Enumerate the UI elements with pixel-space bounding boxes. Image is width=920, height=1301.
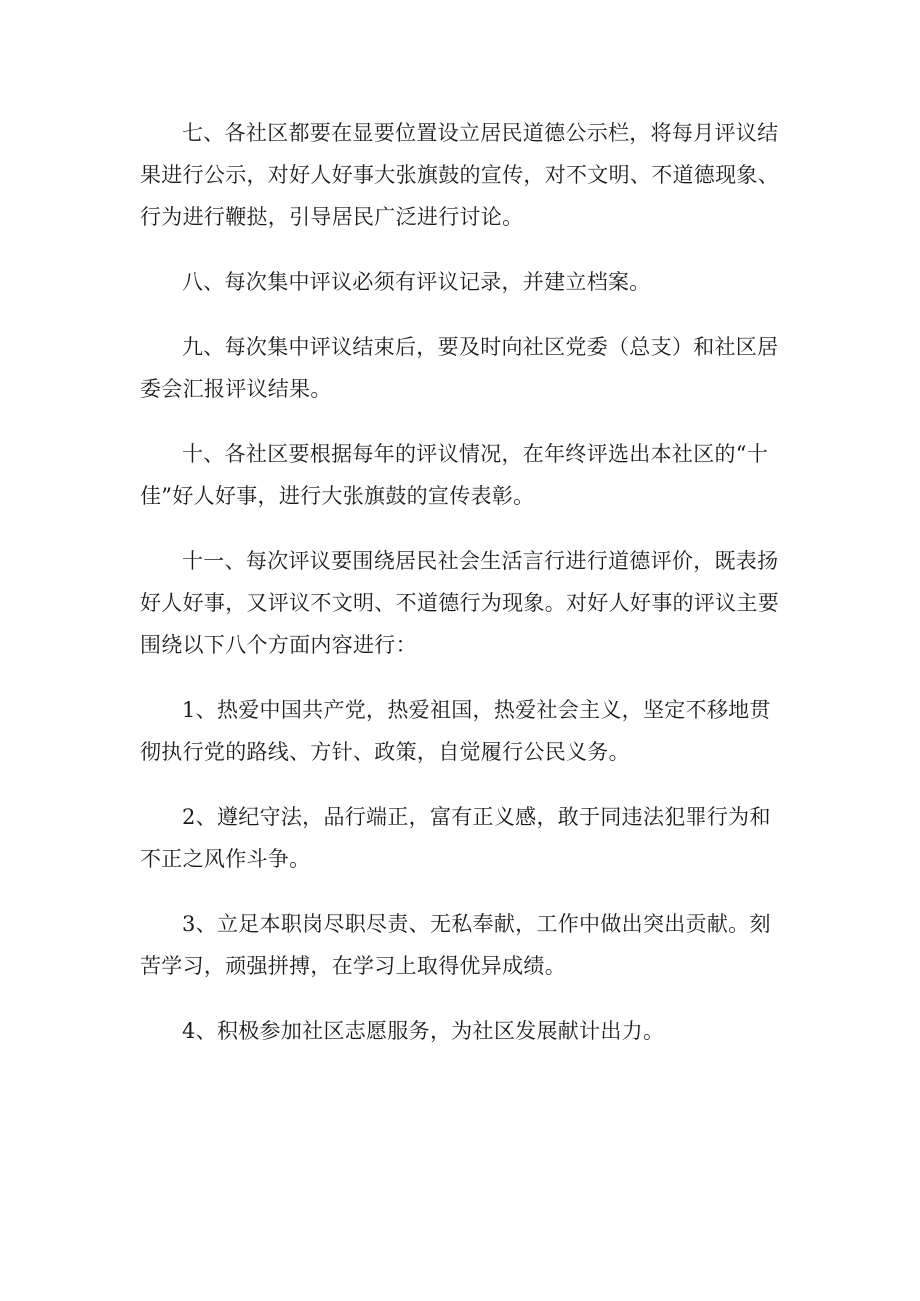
paragraph-item-10: 十、各社区要根据每年的评议情况，在年终评选出本社区的“十佳”好人好事，进行大张旗鼓的宣传表彰。 — [140, 442, 769, 508]
paragraph-item-7: 七、各社区都要在显要位置设立居民道德公示栏，将每月评议结果进行公示，对好人好事大张旗鼓的宣传，对不文明、不道德现象、行为进行鞭挞，引导居民广泛进行讨论。 — [140, 121, 779, 229]
document-body — [140, 112, 788, 1052]
paragraph-subitem-3: 3、立足本职岗尽职尽责、无私奉献，工作中做出突出贡献。刻苦学习，顽强拼搏，在学习上取得优异成绩。 — [140, 912, 771, 978]
paragraph-item-11: 十一、每次评议要围绕居民社会生活言行进行道德评价，既表扬好人好事，又评议不文明、不道德行为现象。对好人好事的评议主要围绕以下八个方面内容进行： — [140, 549, 779, 657]
paragraph-subitem-4: 4、积极参加社区志愿服务，为社区发展献计出力。 — [182, 1019, 665, 1043]
paragraph-item-9: 九、每次集中评议结束后，要及时向社区党委（总支）和社区居委会汇报评议结果。 — [140, 335, 779, 401]
paragraph-subitem-1: 1、热爱中国共产党，热爱祖国，热爱社会主义，坚定不移地贯彻执行党的路线、方针、政策，自觉履行公民义务。 — [140, 698, 771, 764]
paragraph-item-8: 八、每次集中评议必须有评议记录，并建立档案。 — [182, 270, 651, 294]
paragraph-subitem-2: 2、遵纪守法，品行端正，富有正义感，敢于同违法犯罪行为和不正之风作斗争。 — [140, 805, 771, 871]
